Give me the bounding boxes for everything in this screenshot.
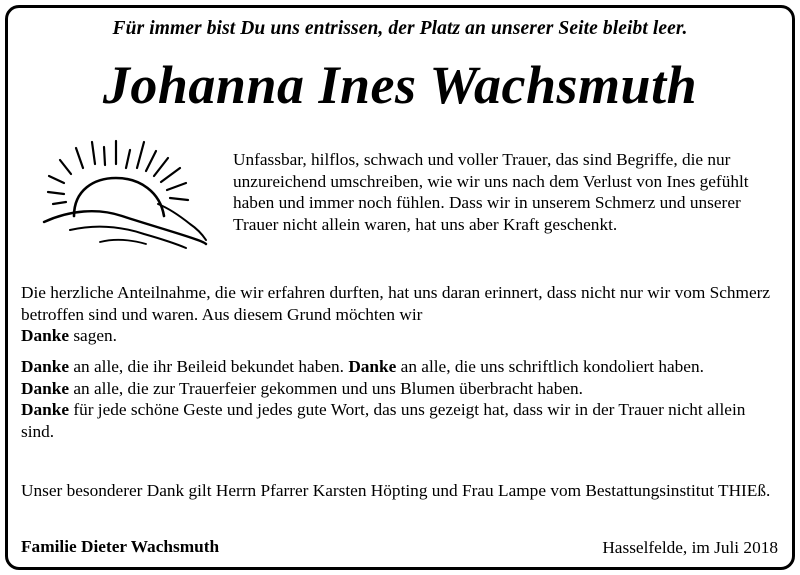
intro-paragraph: Unfassbar, hilflos, schwach und voller Trauer, das sind Begriffe, die nur unzureichend umschreiben, wie wir uns nach dem Verlust von Ines gefühlt haben und immer noch fühlen. Dass wir in unserem Schmerz und unserer Trauer nicht allein waren, hat uns aber Kraft geschenkt. (233, 150, 749, 235)
motto-line: Für immer bist Du uns entrissen, der Platz an unserer Seite bleibt leer. (112, 18, 688, 39)
place-and-date: Hasselfelde, im Juli 2018 (602, 538, 778, 557)
danke-word: Danke (348, 357, 397, 376)
thanks-line: an alle, die ihr Beileid bekundet haben. (69, 357, 349, 376)
special-thanks-paragraph: Unser besonderer Dank gilt Herrn Pfarrer Karsten Höpting und Frau Lampe vom Bestattungsinstitut THIEß. (21, 481, 771, 500)
sympathy-suffix: sagen. (69, 326, 118, 345)
thanks-paragraph (21, 356, 781, 442)
sympathy-text: Die herzliche Anteilnahme, die wir erfahren durften, hat uns daran erinnert, dass nicht nur wir vom Schmerz betroffen sind und waren. Aus diesem Grund möchten wir (21, 283, 771, 324)
danke-word: Danke (21, 326, 70, 345)
thanks-line: für jede schöne Geste und jedes gute Wort, das uns gezeigt hat, dass wir in der Trauer nicht allein sind. (21, 400, 746, 441)
danke-word: Danke (21, 400, 70, 419)
danke-word: Danke (21, 357, 70, 376)
family-signature: Familie Dieter Wachsmuth (21, 537, 220, 556)
thanks-line: an alle, die uns schriftlich kondoliert haben. (396, 357, 704, 376)
danke-word: Danke (21, 378, 70, 398)
thanks-line: an alle, die zur Trauerfeier gekommen und uns Blumen überbracht haben. (69, 378, 583, 398)
deceased-name: Johanna Ines Wachsmuth (102, 55, 698, 115)
sunset-over-hills-icon (40, 138, 208, 250)
sympathy-paragraph (21, 282, 781, 347)
